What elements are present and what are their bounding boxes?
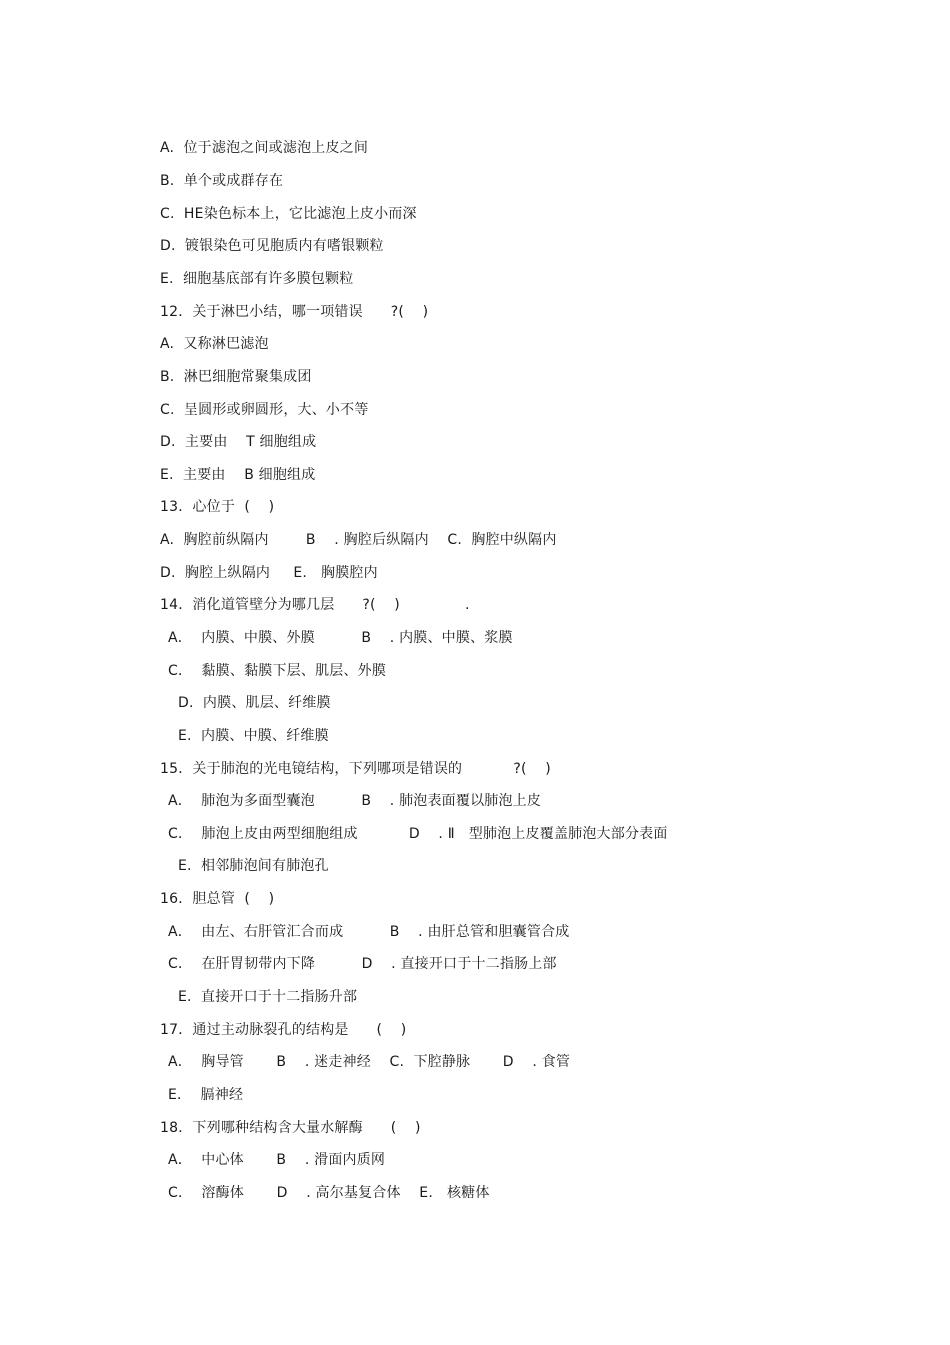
q17-question: 17．通过主动脉裂孔的结构是 ( )	[160, 1022, 407, 1038]
q14-option-e: E. 内膜、中膜、纤维膜	[178, 728, 329, 744]
q18-question: 18．下列哪种结构含大量水解酶 ( )	[160, 1120, 421, 1136]
q11-option-c: C. HE染色标本上，它比滤泡上皮小而深	[160, 206, 417, 222]
q16-options-cd: C． 在肝胃韧带内下降 D . 直接开口于十二指肠上部	[168, 956, 557, 972]
q12-option-a: A. 又称淋巴滤泡	[160, 336, 269, 352]
q11-option-d: D. 镀银染色可见胞质内有嗜银颗粒	[160, 238, 384, 254]
q16-option-e: E. 直接开口于十二指肠升部	[178, 989, 358, 1005]
q12-option-c: C. 呈圆形或卵圆形，大、小不等	[160, 402, 369, 418]
q18-options-ab: A． 中心体 B . 滑面内质网	[168, 1152, 386, 1168]
q11-option-b: B. 单个或成群存在	[160, 173, 284, 189]
q15-options-ab: A． 肺泡为多面型囊泡 B . 肺泡表面覆以肺泡上皮	[168, 793, 542, 809]
q17-options-abcd: A． 胸导管 B . 迷走神经 C. 下腔静脉 D . 食管	[168, 1054, 571, 1070]
q11-option-e: E. 细胞基底部有许多膜包颗粒	[160, 271, 354, 287]
q15-question: 15．关于肺泡的光电镜结构，下列哪项是错误的 ?( )	[160, 761, 551, 777]
q14-options-ab: A． 内膜、中膜、外膜 B . 内膜、中膜、浆膜	[168, 630, 513, 646]
q12-option-e: E. 主要由 B 细胞组成	[160, 467, 316, 483]
q12-option-d: D. 主要由 T 细胞组成	[160, 434, 317, 450]
q16-question: 16．胆总管 ( )	[160, 891, 275, 907]
q13-options-abc: A. 胸腔前纵隔内 B . 胸腔后纵隔内 C. 胸腔中纵隔内	[160, 532, 557, 548]
q18-options-cde: C． 溶酶体 D . 高尔基复合体 E. 核糖体	[168, 1185, 490, 1201]
q15-option-e: E. 相邻肺泡间有肺泡孔	[178, 858, 329, 874]
q17-option-e: E． 膈神经	[168, 1087, 244, 1103]
q13-question: 13．心位于 ( )	[160, 499, 275, 515]
q12-question: 12．关于淋巴小结，哪一项错误 ?( )	[160, 304, 429, 320]
q14-question: 14．消化道管壁分为哪几层 ?( ) .	[160, 597, 470, 613]
q14-option-d: D. 内膜、肌层、纤维膜	[178, 695, 331, 711]
q13-options-de: D. 胸腔上纵隔内 E. 胸膜腔内	[160, 565, 378, 581]
q15-options-cd: C． 肺泡上皮由两型细胞组成 D . Ⅱ 型肺泡上皮覆盖肺泡大部分表面	[168, 826, 668, 842]
q14-option-c: C． 黏膜、黏膜下层、肌层、外膜	[168, 663, 387, 679]
q11-option-a: A. 位于滤泡之间或滤泡上皮之间	[160, 140, 369, 156]
q16-options-ab: A． 由左、右肝管汇合而成 B . 由肝总管和胆囊管合成	[168, 924, 570, 940]
q12-option-b: B. 淋巴细胞常聚集成团	[160, 369, 312, 385]
